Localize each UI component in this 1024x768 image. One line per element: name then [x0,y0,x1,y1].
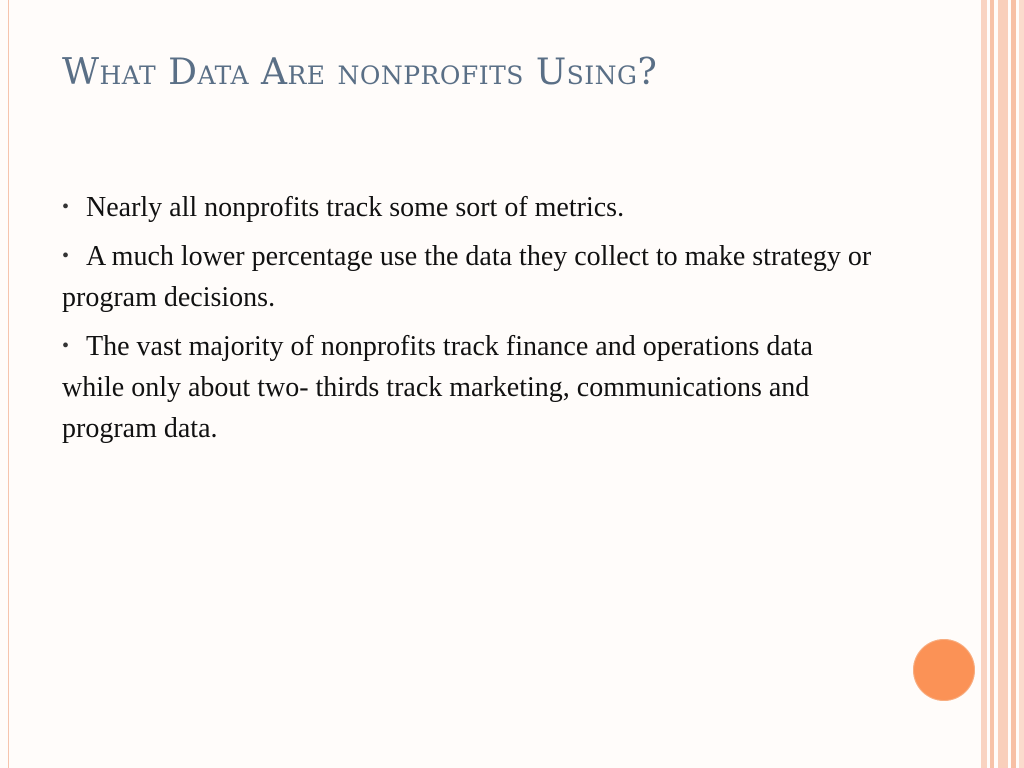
decorative-stripe [1011,0,1016,768]
bullet-item [62,236,882,318]
decorative-stripe [1019,0,1024,768]
bullet-icon: • [62,196,70,218]
accent-circle [913,639,975,701]
bullet-text: Nearly all nonprofits track some sort of metrics. [86,192,625,223]
bullet-icon: • [62,335,70,357]
decorative-stripe [998,0,1008,768]
bullet-text: The vast majority of nonprofits track finance and operations data while only about two- thirds track marketing, communications and program data. [62,331,813,444]
bullet-list [62,187,882,457]
bullet-item [62,326,882,449]
decorative-stripe [990,0,994,768]
decorative-stripe [981,0,987,768]
slide-title: What Data Are nonprofits Using? [62,52,658,93]
left-border-rule [8,0,9,768]
bullet-text: A much lower percentage use the data they collect to make strategy or program decisions. [62,241,872,313]
bullet-item [62,187,882,228]
bullet-icon: • [62,245,70,267]
